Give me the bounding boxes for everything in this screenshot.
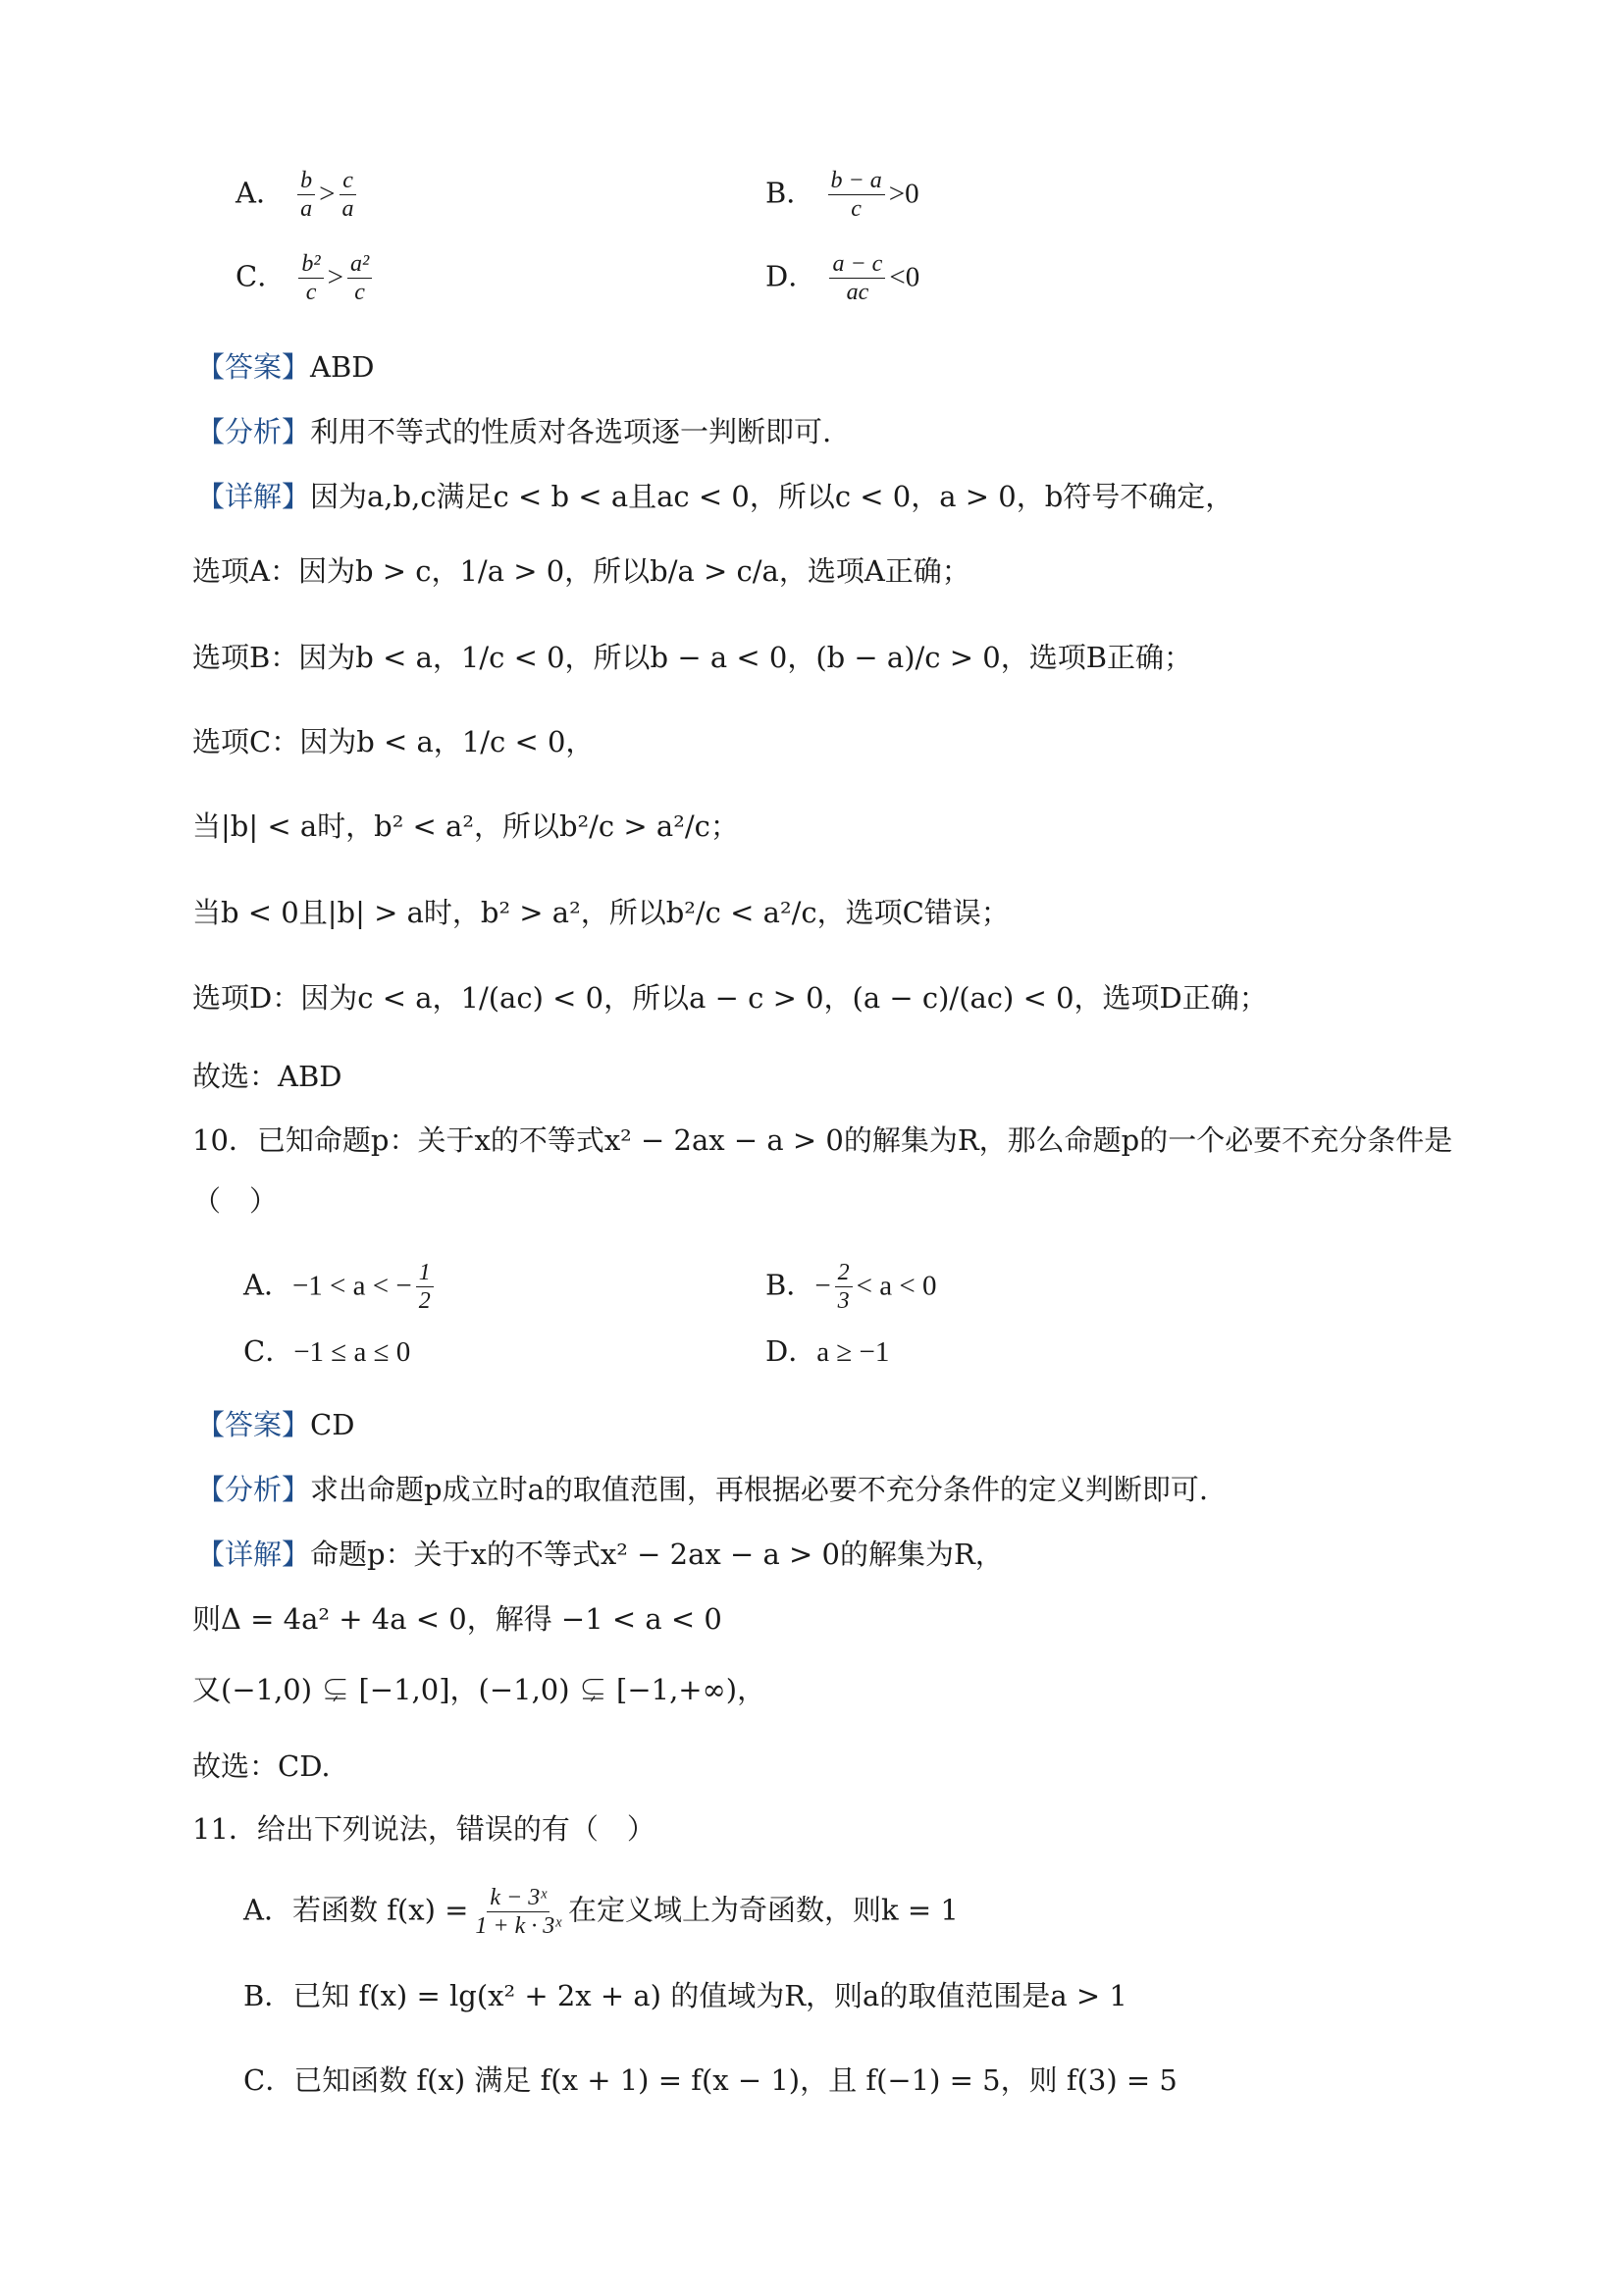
q9-detail-line-2: 选项B：因为b < a，1/c < 0，所以b − a < 0，(b − a)/c > 0，选项B正确； bbox=[192, 641, 1193, 674]
q9-detail-line-3: 选项C：因为b < a，1/c < 0， bbox=[192, 725, 595, 758]
option-label: A． bbox=[243, 1893, 292, 1927]
fraction: $\frac{\text{a²}}{c}$ bbox=[347, 250, 372, 306]
q9-option-c: C． $\frac{\text{b²}}{c}$ > $\frac{\text{a²}}{c}$ bbox=[236, 250, 376, 306]
q11-option-a: A．若函数 f(x) = $\frac{\text{k − 3ˣ}}{\text{1 + k · 3ˣ}}$ 在定义域上为奇函数，则k = 1 bbox=[243, 1885, 959, 1939]
fraction: $\frac{2}{3}$ bbox=[835, 1259, 853, 1315]
q11-option-c: C．已知函数 f(x) 满足 f(x + 1) = f(x − 1)，且 f(−1) = 5，则 f(3) = 5 bbox=[243, 2063, 1178, 2097]
analysis-tag: 【分析】 bbox=[196, 415, 311, 448]
q10-answer bbox=[196, 1403, 354, 1446]
fraction: $\frac{1}{2}$ bbox=[416, 1259, 434, 1315]
q10-option-a: A．−1 < a < − $\frac{1}{2}$ bbox=[243, 1259, 438, 1315]
option-label: B． bbox=[765, 1268, 815, 1302]
q10-option-c: C．−1 ≤ a ≤ 0 bbox=[243, 1334, 411, 1368]
option-label: C． bbox=[243, 2063, 294, 2097]
q9-choose: 故选：ABD bbox=[192, 1060, 342, 1093]
option-label: C． bbox=[236, 259, 287, 293]
answer-tag: 【答案】 bbox=[196, 1408, 311, 1441]
option-label: D． bbox=[765, 1334, 817, 1368]
q9-detail-line-0 bbox=[196, 475, 1233, 518]
fraction: $\frac{\text{k − 3ˣ}}{\text{1 + k · 3ˣ}}$ bbox=[475, 1885, 562, 1939]
q10-line3: 又(−1,0) ⊊ [−1,0]，(−1,0) ⊊ [−1,+∞)， bbox=[192, 1673, 766, 1706]
option-label: A． bbox=[236, 176, 285, 210]
answer-tag: 【答案】 bbox=[196, 350, 311, 384]
q11-option-b: B．已知 f(x) = lg(x² + 2x + a) 的值域为R，则a的取值范围是a > 1 bbox=[243, 1979, 1127, 2012]
fraction: $\frac{a - c}{ac}$ bbox=[829, 250, 885, 306]
detail-tag: 【详解】 bbox=[196, 1538, 311, 1571]
q9-answer bbox=[196, 345, 375, 389]
q11-stem: 11．给出下列说法，错误的有（ ） bbox=[192, 1812, 655, 1846]
fraction: $\frac{b}{a}$ bbox=[297, 167, 315, 223]
detail-text: 命题p：关于x的不等式x² − 2ax − a > 0的解集为R， bbox=[310, 1538, 1004, 1571]
q9-option-b: B． $\frac{b - a}{c}$ >0 bbox=[765, 168, 919, 222]
q10-choose: 故选：CD. bbox=[192, 1749, 331, 1783]
q10-analysis bbox=[196, 1468, 1208, 1511]
q9-detail-line-6: 选项D：因为c < a，1/(ac) < 0，所以a − c > 0，(a − c)/(ac) < 0，选项D正确； bbox=[192, 981, 1268, 1015]
analysis-text: 求出命题p成立时a的取值范围，再根据必要不充分条件的定义判断即可. bbox=[310, 1473, 1209, 1506]
option-label: A． bbox=[243, 1268, 292, 1302]
q9-option-a: A． $\frac{b}{a}$ > $\frac{c}{a}$ bbox=[236, 167, 361, 223]
q10-stem: 10．已知命题p：关于x的不等式x² − 2ax − a > 0的解集为R，那么命题p的一个必要不充分条件是 bbox=[192, 1123, 1453, 1157]
analysis-text: 利用不等式的性质对各选项逐一判断即可. bbox=[310, 415, 832, 448]
q10-option-b: B．− $\frac{2}{3}$ < a < 0 bbox=[765, 1260, 937, 1314]
q10-option-d: D．a ≥ −1 bbox=[765, 1334, 890, 1368]
analysis-tag: 【分析】 bbox=[196, 1473, 311, 1506]
fraction: $\frac{\text{b²}}{c}$ bbox=[298, 250, 323, 306]
q9-detail-line-5: 当b < 0且|b| > a时，b² > a²，所以b²/c < a²/c，选项C错误； bbox=[192, 896, 1010, 929]
fraction: $\frac{b - a}{c}$ bbox=[828, 167, 885, 223]
fraction: $\frac{c}{a}$ bbox=[340, 167, 357, 223]
q9-detail-line-1: 选项A：因为b > c，1/a > 0，所以b/a > c/a，选项A正确； bbox=[192, 554, 970, 588]
detail-text: 因为a,b,c满足c < b < a且ac < 0，所以c < 0，a > 0，b符号不确定， bbox=[310, 480, 1234, 513]
q9-analysis bbox=[196, 410, 831, 453]
q9-option-d: D． $\frac{a - c}{ac}$ <0 bbox=[765, 251, 920, 305]
option-label: B． bbox=[243, 1979, 293, 2012]
option-label: C． bbox=[243, 1334, 294, 1368]
q10-paren: （ ） bbox=[192, 1184, 279, 1218]
option-label: B． bbox=[765, 176, 815, 210]
option-label: D． bbox=[765, 259, 817, 293]
q9-detail-line-4: 当|b| < a时，b² < a²，所以b²/c > a²/c； bbox=[192, 809, 739, 843]
q10-line2: 则Δ = 4a² + 4a < 0，解得 −1 < a < 0 bbox=[192, 1602, 722, 1636]
answer-value: CD bbox=[310, 1408, 355, 1441]
q10-detail bbox=[196, 1533, 1004, 1576]
answer-value: ABD bbox=[310, 350, 375, 384]
detail-tag: 【详解】 bbox=[196, 480, 311, 513]
